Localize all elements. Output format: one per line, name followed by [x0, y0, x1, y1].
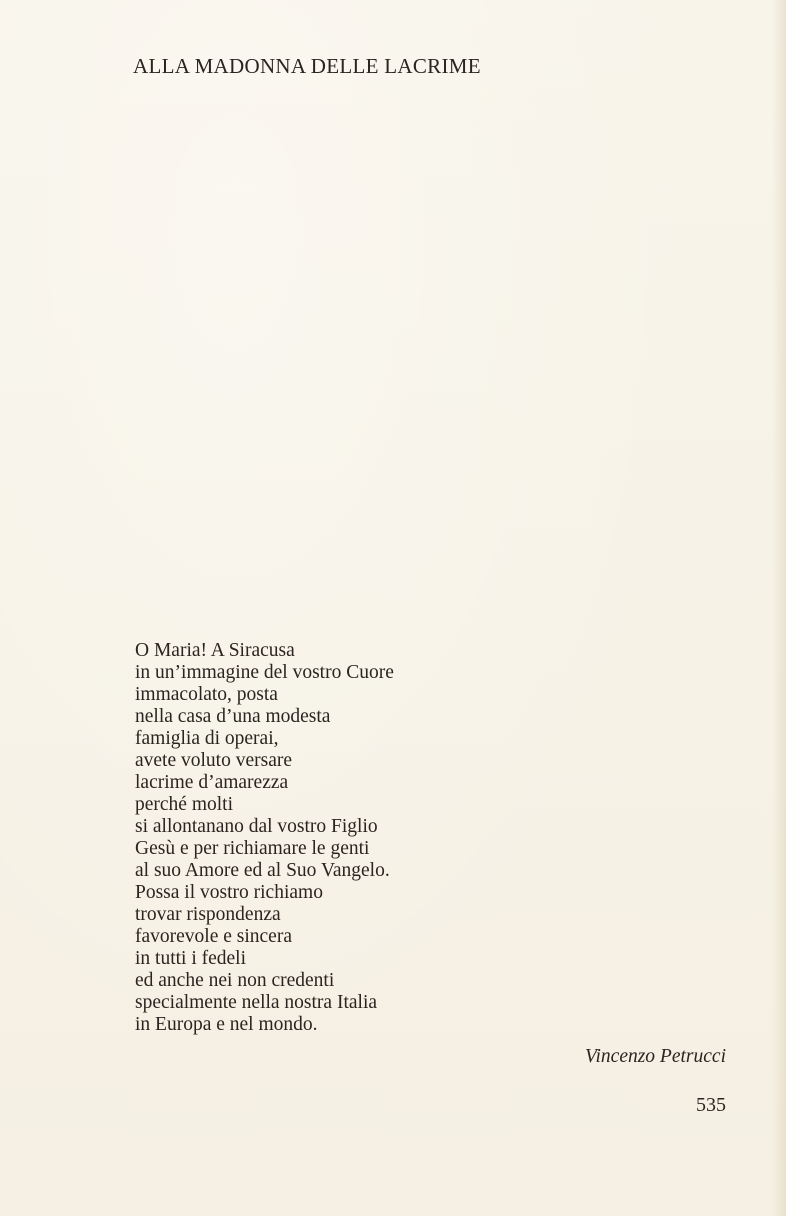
- poem-line: si allontanano dal vostro Figlio: [135, 816, 378, 837]
- poem-line: Possa il vostro richiamo: [135, 882, 323, 903]
- poem-line: famiglia di operai,: [135, 728, 279, 749]
- poem-line: in Europa e nel mondo.: [135, 1014, 318, 1035]
- poem-line: avete voluto versare: [135, 750, 293, 771]
- poem-body: [135, 640, 394, 1036]
- poem-title: ALLA MADONNA DELLE LACRIME: [133, 54, 481, 78]
- poem-line: al suo Amore ed al Suo Vangelo.: [135, 860, 390, 881]
- poem-line: in tutti i fedeli: [135, 948, 247, 969]
- poem-line: perché molti: [135, 794, 234, 815]
- poem-line: immacolato, posta: [135, 684, 278, 705]
- poem-line: specialmente nella nostra Italia: [135, 992, 378, 1013]
- author-signature: Vincenzo Petrucci: [585, 1046, 726, 1067]
- page-number: 535: [696, 1094, 726, 1116]
- poem-line: O Maria! A Siracusa: [135, 640, 295, 661]
- poem-line: favorevole e sincera: [135, 926, 292, 947]
- poem-line: trovar rispondenza: [135, 904, 281, 925]
- poem-line: Gesù e per richiamare le genti: [135, 838, 370, 859]
- poem-line: ed anche nei non credenti: [135, 970, 335, 991]
- poem-line: in un’immagine del vostro Cuore: [135, 662, 394, 683]
- poem-line: nella casa d’una modesta: [135, 706, 331, 727]
- poem-line: lacrime d’amarezza: [135, 772, 289, 793]
- page-edge-shadow: [772, 0, 786, 1216]
